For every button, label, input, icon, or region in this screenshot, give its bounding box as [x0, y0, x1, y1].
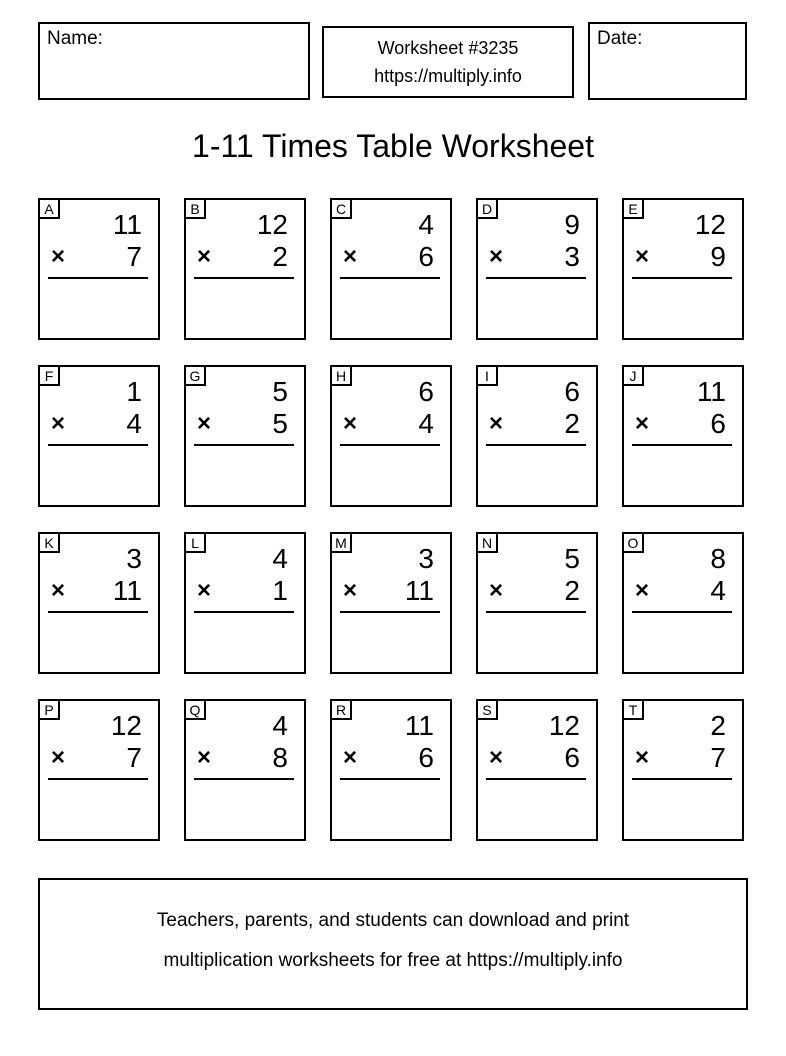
- problem-letter-tab: [40, 367, 60, 386]
- problem-box: [184, 198, 306, 340]
- problem-second-row: [186, 241, 304, 272]
- problem-letter: F: [44, 367, 54, 384]
- problem-letter: L: [191, 534, 199, 551]
- multiplier: 2: [272, 241, 288, 272]
- multiply-icon: ×: [343, 744, 358, 771]
- problem-letter: R: [335, 701, 347, 718]
- problem-box: [622, 365, 744, 507]
- multiplier: 11: [112, 575, 142, 606]
- answer-line: [486, 778, 586, 780]
- problem-box: [476, 699, 598, 841]
- answer-line: [340, 778, 440, 780]
- problem-second-row: [478, 575, 596, 606]
- problem-letter-tab: [186, 367, 206, 386]
- problem-letter: H: [335, 367, 347, 384]
- problem-letter: J: [629, 367, 637, 384]
- multiply-icon: ×: [197, 577, 212, 604]
- multiplier: 6: [418, 742, 434, 773]
- problem-letter-tab: [332, 367, 352, 386]
- multiply-icon: ×: [51, 243, 66, 270]
- problem-letter-tab: [624, 367, 644, 386]
- answer-line: [632, 277, 732, 279]
- problem-letter: A: [44, 200, 54, 217]
- problem-letter-tab: [186, 200, 206, 219]
- multiplicand: 12: [694, 209, 726, 240]
- problem-letter-tab: [40, 701, 60, 720]
- multiply-icon: ×: [343, 243, 358, 270]
- problem-second-row: [332, 408, 450, 439]
- problem-letter-tab: [624, 200, 644, 219]
- problem-second-row: [332, 575, 450, 606]
- multiplier: 2: [564, 575, 580, 606]
- problem-letter: S: [482, 701, 492, 718]
- problem-letter-tab: [332, 534, 352, 553]
- answer-line: [194, 778, 294, 780]
- answer-line: [486, 444, 586, 446]
- multiplicand: 5: [564, 543, 580, 574]
- problem-box: [38, 365, 160, 507]
- multiplier: 1: [272, 575, 288, 606]
- problem-second-row: [40, 742, 158, 773]
- problem-second-row: [478, 742, 596, 773]
- problem-second-row: [40, 408, 158, 439]
- problem-box: [330, 532, 452, 674]
- multiplicand: 11: [404, 710, 434, 741]
- answer-line: [340, 611, 440, 613]
- answer-line: [632, 778, 732, 780]
- problem-box: [38, 699, 160, 841]
- multiplicand: 12: [110, 710, 142, 741]
- problem-second-row: [332, 241, 450, 272]
- name-label: Name:: [47, 28, 103, 49]
- multiply-icon: ×: [635, 410, 650, 437]
- multiplier: 3: [564, 241, 580, 272]
- multiply-icon: ×: [635, 744, 650, 771]
- multiplier: 9: [710, 241, 726, 272]
- problem-second-row: [478, 408, 596, 439]
- worksheet-number: Worksheet #3235: [377, 38, 519, 58]
- problem-box: [38, 532, 160, 674]
- problem-box: [476, 198, 598, 340]
- multiplier: 8: [272, 742, 288, 773]
- footer-line-1: Teachers, parents, and students can download and print: [156, 910, 630, 931]
- answer-line: [486, 611, 586, 613]
- worksheet-info-box: [322, 26, 574, 98]
- problem-letter: B: [190, 200, 200, 217]
- multiplicand: 2: [710, 710, 726, 741]
- footer-line-2: multiplication worksheets for free at https://multiply.info: [163, 950, 623, 971]
- answer-line: [632, 444, 732, 446]
- problem-second-row: [186, 408, 304, 439]
- problem-second-row: [624, 408, 742, 439]
- multiplier: 7: [710, 742, 726, 773]
- problem-letter: Q: [189, 701, 201, 718]
- problem-second-row: [478, 241, 596, 272]
- multiplier: 7: [126, 241, 142, 272]
- multiplicand: 12: [548, 710, 580, 741]
- problem-box: [622, 532, 744, 674]
- multiply-icon: ×: [343, 577, 358, 604]
- page-title: 1-11 Times Table Worksheet: [192, 128, 594, 164]
- multiplier: 4: [418, 408, 434, 439]
- problem-second-row: [40, 241, 158, 272]
- problem-box: [184, 365, 306, 507]
- answer-line: [632, 611, 732, 613]
- multiplicand: 5: [272, 376, 288, 407]
- problem-letter-tab: [186, 701, 206, 720]
- problem-box: [476, 365, 598, 507]
- date-label: Date:: [597, 28, 643, 49]
- answer-line: [340, 277, 440, 279]
- problem-box: [184, 532, 306, 674]
- multiplier: 11: [404, 575, 434, 606]
- problem-box: [330, 365, 452, 507]
- multiplicand: 11: [112, 209, 142, 240]
- problem-letter-tab: [332, 701, 352, 720]
- problem-letter: C: [335, 200, 347, 217]
- problem-letter: P: [44, 701, 54, 718]
- answer-line: [340, 444, 440, 446]
- problem-second-row: [332, 742, 450, 773]
- footer-note-box: [38, 878, 748, 1010]
- problem-letter: G: [189, 367, 201, 384]
- multiplier: 5: [272, 408, 288, 439]
- problem-letter-tab: [478, 200, 498, 219]
- multiply-icon: ×: [489, 744, 504, 771]
- answer-line: [48, 444, 148, 446]
- multiplicand: 6: [418, 376, 434, 407]
- problem-letter-tab: [332, 200, 352, 219]
- problem-letter-tab: [40, 534, 60, 553]
- multiplier: 4: [126, 408, 142, 439]
- multiplier: 6: [418, 241, 434, 272]
- problem-second-row: [624, 742, 742, 773]
- multiply-icon: ×: [51, 410, 66, 437]
- problem-letter: D: [481, 200, 493, 217]
- problems-grid: [38, 198, 744, 841]
- multiplier: 2: [564, 408, 580, 439]
- multiplicand: 9: [564, 209, 580, 240]
- problem-box: [476, 532, 598, 674]
- problem-letter-tab: [478, 367, 498, 386]
- multiplier: 6: [710, 408, 726, 439]
- problem-letter: O: [627, 534, 639, 551]
- multiply-icon: ×: [197, 243, 212, 270]
- problem-second-row: [186, 575, 304, 606]
- multiplicand: 3: [126, 543, 142, 574]
- multiply-icon: ×: [51, 744, 66, 771]
- answer-line: [48, 611, 148, 613]
- multiply-icon: ×: [51, 577, 66, 604]
- problem-letter-tab: [186, 534, 206, 553]
- multiplicand: 12: [256, 209, 288, 240]
- problem-box: [330, 198, 452, 340]
- problem-letter: E: [628, 200, 638, 217]
- answer-line: [194, 277, 294, 279]
- multiplier: 6: [564, 742, 580, 773]
- multiplicand: 8: [710, 543, 726, 574]
- multiplicand: 1: [126, 376, 142, 407]
- multiplier: 4: [710, 575, 726, 606]
- multiplicand: 3: [418, 543, 434, 574]
- worksheet-url: https://multiply.info: [374, 66, 522, 86]
- multiplicand: 4: [418, 209, 434, 240]
- problem-second-row: [624, 575, 742, 606]
- multiply-icon: ×: [635, 243, 650, 270]
- problem-second-row: [40, 575, 158, 606]
- multiply-icon: ×: [197, 410, 212, 437]
- answer-line: [194, 444, 294, 446]
- date-field-box: [588, 22, 747, 100]
- problem-second-row: [186, 742, 304, 773]
- problem-letter: K: [44, 534, 54, 551]
- problem-letter: M: [335, 534, 347, 551]
- multiplicand: 4: [272, 543, 288, 574]
- multiply-icon: ×: [489, 243, 504, 270]
- multiply-icon: ×: [343, 410, 358, 437]
- answer-line: [48, 277, 148, 279]
- multiplicand: 4: [272, 710, 288, 741]
- problem-box: [184, 699, 306, 841]
- multiply-icon: ×: [635, 577, 650, 604]
- problem-letter: I: [485, 367, 489, 384]
- problem-letter: N: [481, 534, 493, 551]
- problem-box: [330, 699, 452, 841]
- problem-letter-tab: [624, 534, 644, 553]
- multiply-icon: ×: [197, 744, 212, 771]
- problem-second-row: [624, 241, 742, 272]
- multiplier: 7: [126, 742, 142, 773]
- answer-line: [486, 277, 586, 279]
- multiplicand: 11: [696, 376, 726, 407]
- answer-line: [194, 611, 294, 613]
- problem-letter-tab: [478, 534, 498, 553]
- problem-box: [622, 198, 744, 340]
- multiplicand: 6: [564, 376, 580, 407]
- answer-line: [48, 778, 148, 780]
- problem-letter-tab: [624, 701, 644, 720]
- multiply-icon: ×: [489, 410, 504, 437]
- problem-letter-tab: [40, 200, 60, 219]
- name-field-box: [38, 22, 310, 100]
- problem-box: [622, 699, 744, 841]
- multiply-icon: ×: [489, 577, 504, 604]
- problem-letter-tab: [478, 701, 498, 720]
- problem-letter: T: [628, 701, 638, 718]
- problem-box: [38, 198, 160, 340]
